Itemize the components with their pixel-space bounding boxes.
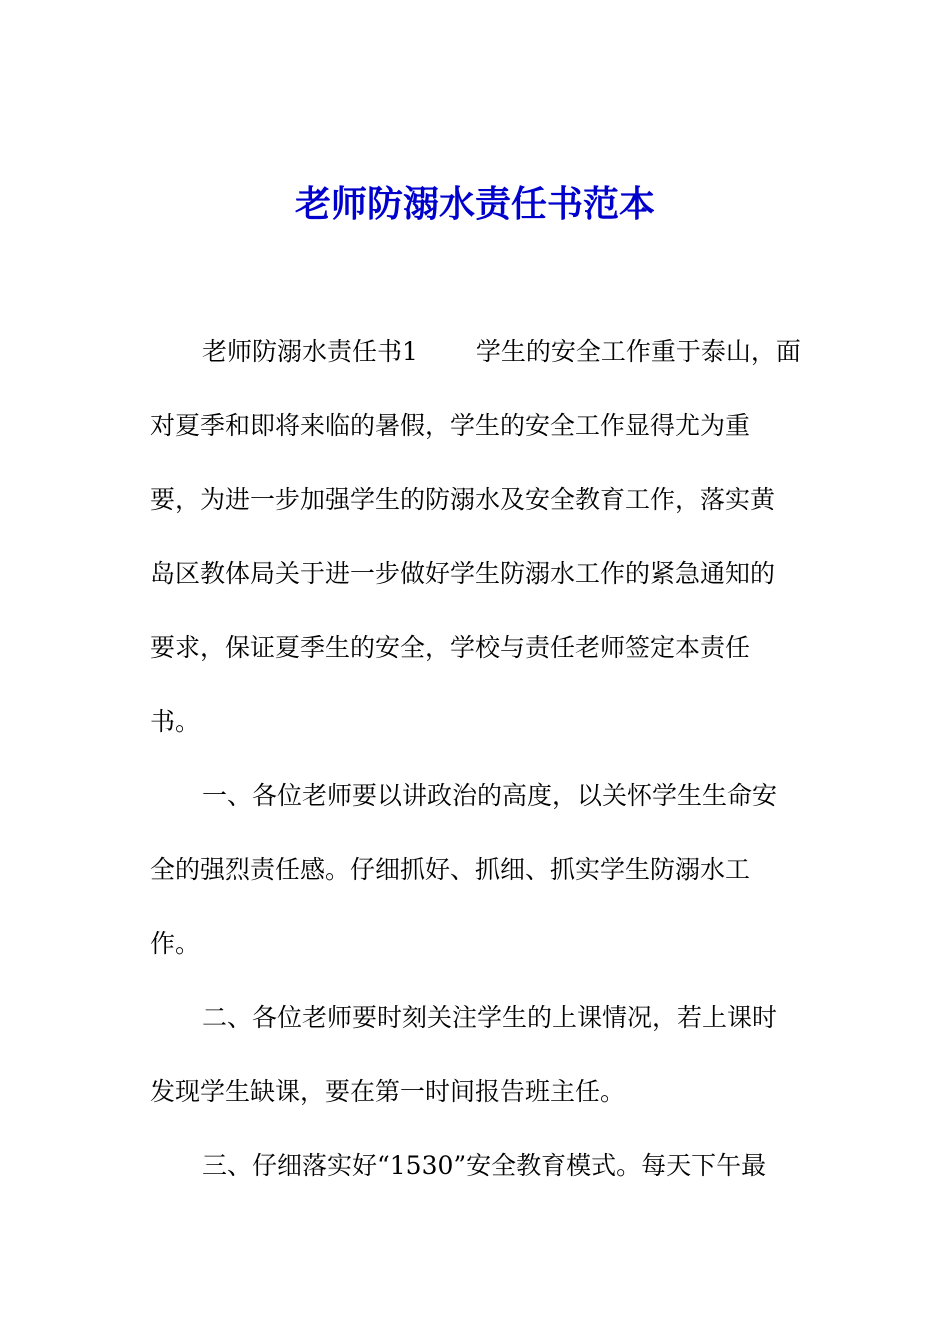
body-line-3: 要，为进一步加强学生的防溺水及安全教育工作，落实黄 xyxy=(150,485,776,514)
body-line-4: 岛区教体局关于进一步做好学生防溺水工作的紧急通知的 xyxy=(150,559,776,588)
body-line-1: 老师防溺水责任书1 学生的安全工作重于泰山，面 xyxy=(202,337,801,366)
body-line-10: 二、各位老师要时刻关注学生的上课情况，若上课时 xyxy=(202,1003,778,1032)
body-line-8: 全的强烈责任感。仔细抓好、抓细、抓实学生防溺水工 xyxy=(150,855,751,884)
body-line-11: 发现学生缺课，要在第一时间报告班主任。 xyxy=(150,1077,626,1106)
body-line-9: 作。 xyxy=(150,929,201,958)
body-line-12: 三、仔细落实好“1530”安全教育模式。每天下午最 xyxy=(202,1151,767,1180)
document-title: 老师防溺水责任书范本 xyxy=(294,183,655,225)
document-body xyxy=(150,328,810,1216)
body-line-5: 要求，保证夏季生的安全，学校与责任老师签定本责任 xyxy=(150,633,751,662)
body-line-7: 一、各位老师要以讲政治的高度，以关怀学生生命安 xyxy=(202,781,778,810)
body-line-2: 对夏季和即将来临的暑假，学生的安全工作显得尤为重 xyxy=(150,411,751,440)
body-line-6: 书。 xyxy=(150,707,201,736)
